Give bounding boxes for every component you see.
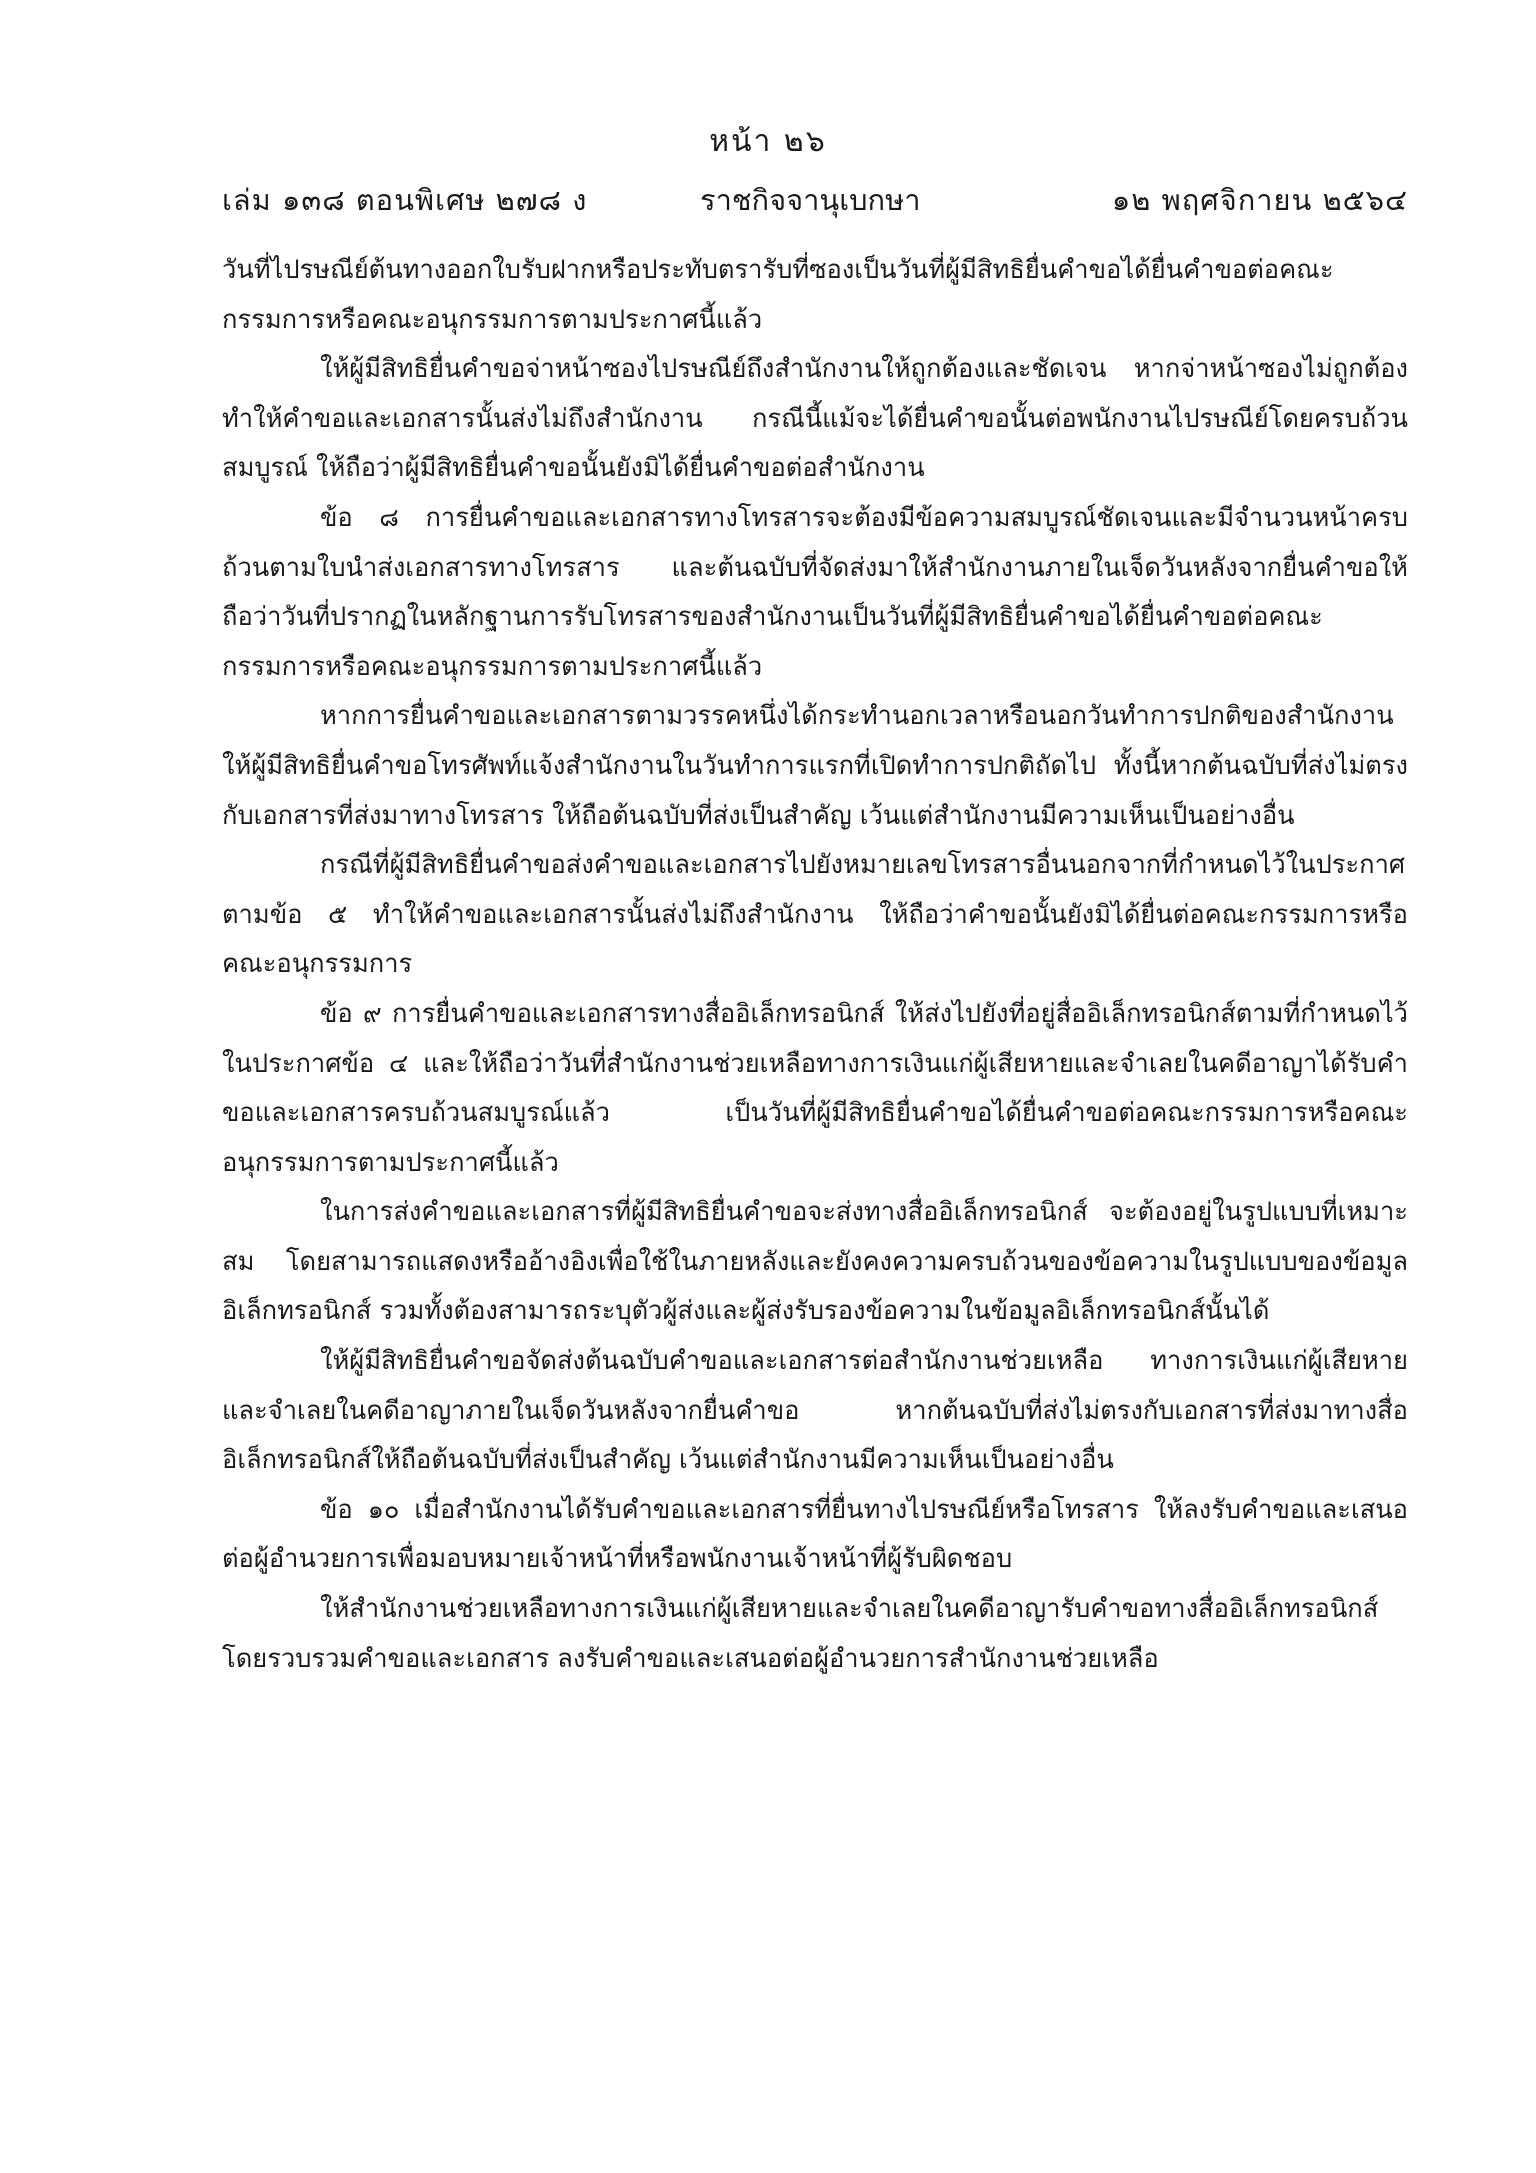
- paragraph: กรณีที่ผู้มีสิทธิยื่นคำขอส่งคำขอและเอกสารไปยังหมายเลขโทรสารอื่นนอกจากที่กำหนดไว้ในประกาศตามข้อ ๕ ทำให้คำขอและเอกสารนั้นส่งไม่ถึงสำนักงาน ให้ถือว่าคำขอนั้นยังมิได้ยื่นต่อคณะกรรมการหรือคณะอนุกรรมการ: [222, 850, 1408, 980]
- clause-10: ข้อ ๑๐ เมื่อสำนักงานได้รับคำขอและเอกสารที่ยื่นทางไปรษณีย์หรือโทรสาร ให้ลงรับคำขอและเสนอต่อผู้อำนวยการเพื่อมอบหมายเจ้าหน้าที่หรือพนักงานเจ้าหน้าที่ผู้รับผิดชอบ: [222, 1494, 1408, 1575]
- paragraph: ให้สำนักงานช่วยเหลือทางการเงินแก่ผู้เสียหายและจำเลยในคดีอาญารับคำขอทางสื่ออิเล็กทรอนิกส์โดยรวบรวมคำขอและเอกสาร ลงรับคำขอและเสนอต่อผู้อำนวยการสำนักงานช่วยเหลือ: [222, 1594, 1379, 1674]
- paragraph: ในการส่งคำขอและเอกสารที่ผู้มีสิทธิยื่นคำขอจะส่งทางสื่ออิเล็กทรอนิกส์ จะต้องอยู่ในรูปแบบที่เหมาะสม โดยสามารถแสดงหรืออ้างอิงเพื่อใช้ในภายหลังและยังคงความครบถ้วนของข้อความในรูปแบบของข้อมูลอิเล็กทรอนิกส์ รวมทั้งต้องสามารถระบุตัวผู้ส่งและผู้ส่งรับรองข้อความในข้อมูลอิเล็กทรอนิกส์นั้นได้: [222, 1197, 1408, 1327]
- paragraph: ให้ผู้มีสิทธิยื่นคำขอจ่าหน้าซองไปรษณีย์ถึงสำนักงานให้ถูกต้องและชัดเจน หากจ่าหน้าซองไม่ถูกต้องทำให้คำขอและเอกสารนั้นส่งไม่ถึงสำนักงาน กรณีนี้แม้จะได้ยื่นคำขอนั้นต่อพนักงานไปรษณีย์โดยครบถ้วนสมบูรณ์ ให้ถือว่าผู้มีสิทธิยื่นคำขอนั้นยังมิได้ยื่นคำขอต่อสำนักงาน: [222, 354, 1408, 484]
- paragraph: หากการยื่นคำขอและเอกสารตามวรรคหนึ่งได้กระทำนอกเวลาหรือนอกวันทำการปกติของสำนักงาน ให้ผู้มีสิทธิยื่นคำขอโทรศัพท์แจ้งสำนักงานในวันทำการแรกที่เปิดทำการปกติถัดไป ทั้งนี้หากต้นฉบับที่ส่งไม่ตรงกับเอกสารที่ส่งมาทางโทรสาร ให้ถือต้นฉบับที่ส่งเป็นสำคัญ เว้นแต่สำนักงานมีความเห็นเป็นอย่างอื่น: [222, 701, 1408, 831]
- page-number: หน้า ๒๖: [709, 124, 827, 159]
- publication-date: ๑๒ พฤศจิกายน ๒๕๖๔: [1111, 183, 1408, 217]
- volume-issue: เล่ม ๑๓๘ ตอนพิเศษ ๒๗๘ ง: [222, 183, 588, 217]
- clause-8: ข้อ ๘ การยื่นคำขอและเอกสารทางโทรสารจะต้องมีข้อความสมบูรณ์ชัดเจนและมีจำนวนหน้าครบถ้วนตามใบนำส่งเอกสารทางโทรสาร และต้นฉบับที่จัดส่งมาให้สำนักงานภายในเจ็ดวันหลังจากยื่นคำขอให้ถือว่าวันที่ปรากฏในหลักฐานการรับโทรสารของสำนักงานเป็นวันที่ผู้มีสิทธิยื่นคำขอได้ยื่นคำขอต่อคณะกรรมการหรือคณะอนุกรรมการตามประกาศนี้แล้ว: [222, 502, 1408, 682]
- clause-9: ข้อ ๙ การยื่นคำขอและเอกสารทางสื่ออิเล็กทรอนิกส์ ให้ส่งไปยังที่อยู่สื่ออิเล็กทรอนิกส์ตามที่กำหนดไว้ในประกาศข้อ ๔ และให้ถือว่าวันที่สำนักงานช่วยเหลือทางการเงินแก่ผู้เสียหายและจำเลยในคดีอาญาได้รับคำขอและเอกสารครบถ้วนสมบูรณ์แล้ว เป็นวันที่ผู้มีสิทธิยื่นคำขอได้ยื่นคำขอต่อคณะกรรมการหรือคณะอนุกรรมการตามประกาศนี้แล้ว: [222, 998, 1408, 1178]
- gazette-title: ราชกิจจานุเบกษา: [700, 183, 921, 217]
- document-body: [222, 246, 1408, 1684]
- paragraph: วันที่ไปรษณีย์ต้นทางออกใบรับฝากหรือประทับตรารับที่ซองเป็นวันที่ผู้มีสิทธิยื่นคำขอได้ยื่นคำขอต่อคณะกรรมการหรือคณะอนุกรรมการตามประกาศนี้แล้ว: [222, 255, 1334, 335]
- gazette-header: [222, 178, 1408, 222]
- paragraph: ให้ผู้มีสิทธิยื่นคำขอจัดส่งต้นฉบับคำขอและเอกสารต่อสำนักงานช่วยเหลือ ทางการเงินแก่ผู้เสียหายและจำเลยในคดีอาญาภายในเจ็ดวันหลังจากยื่นคำขอ หากต้นฉบับที่ส่งไม่ตรงกับเอกสารที่ส่งมาทางสื่ออิเล็กทรอนิกส์ให้ถือต้นฉบับที่ส่งเป็นสำคัญ เว้นแต่สำนักงานมีความเห็นเป็นอย่างอื่น: [222, 1346, 1408, 1476]
